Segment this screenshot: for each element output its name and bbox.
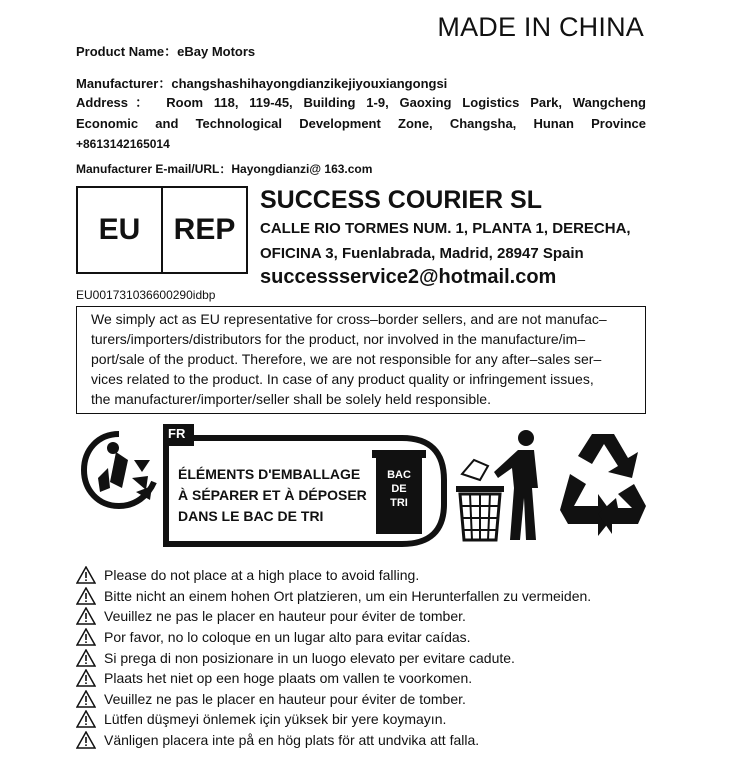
- warning-text: Vänligen placera inte på en hög plats för att undvika att falla.: [104, 732, 480, 748]
- warning-triangle-icon: [76, 607, 96, 625]
- manufacturer-name: Manufacturer：changshashihayongdianzikejiyouxiangongsi: [76, 76, 448, 91]
- warning-item: [76, 669, 472, 687]
- warning-item: [76, 731, 479, 749]
- manufacturer-email: Manufacturer E-mail/URL：Hayongdianzi@ 163.com: [76, 162, 373, 176]
- info-tri-label: [162, 424, 448, 548]
- disclaimer-line: turers/importers/distributors for the product, nor involved in the manufacture/im–: [91, 331, 586, 347]
- eu-rep-box-eu: EU: [98, 213, 141, 246]
- warning-item: [76, 566, 419, 584]
- tidyman-icon: [452, 428, 546, 544]
- made-in-china-label: MADE IN CHINA: [437, 12, 644, 42]
- warning-item: [76, 710, 446, 728]
- info-tri-line-1: ÉLÉMENTS D'EMBALLAGE: [178, 466, 361, 482]
- warning-item: [76, 607, 466, 625]
- warning-text: Lütfen düşmeyi önlemek için yüksek bir yere koymayın.: [104, 711, 447, 727]
- eu-rep-company: SUCCESS COURIER SL: [260, 186, 542, 214]
- warning-text: Veuillez ne pas le placer en hauteur pour éviter de tomber.: [104, 608, 466, 624]
- info-tri-line-3: DANS LE BAC DE TRI: [178, 508, 324, 524]
- disclaimer-line: We simply act as EU representative for cross–border sellers, and are not manufac–: [91, 311, 607, 327]
- warning-triangle-icon: [76, 649, 96, 667]
- eu-rep-symbol: [76, 186, 248, 274]
- bin-line-1: BAC: [387, 469, 411, 481]
- warning-item: [76, 587, 591, 605]
- address-line-2: Economic and Technological Development Zone, Changsha, Hunan Province: [76, 116, 646, 131]
- warning-triangle-icon: [76, 710, 96, 728]
- product-name: Product Name：eBay Motors: [76, 44, 256, 59]
- warning-triangle-icon: [76, 669, 96, 687]
- warning-text: Bitte nicht an einem hohen Ort platzieren, um ein Herunterfallen zu vermeiden.: [104, 588, 592, 604]
- info-tri-text: [178, 464, 367, 527]
- info-tri-bin-text: [378, 468, 420, 510]
- info-tri-country: FR: [168, 426, 186, 441]
- eu-rep-email: successservice2@hotmail.com: [260, 266, 557, 288]
- warning-text: Veuillez ne pas le placer en hauteur pour éviter de tomber.: [104, 691, 466, 707]
- warning-triangle-icon: [76, 628, 96, 646]
- disclaimer-line: vices related to the product. In case of any product quality or infringement issues,: [91, 371, 594, 387]
- eu-rep-code: EU001731036600290idbp: [76, 288, 216, 302]
- warning-triangle-icon: [76, 566, 96, 584]
- bin-line-3: TRI: [390, 497, 408, 509]
- eu-rep-address-2: OFICINA 3, Fuenlabrada, Madrid, 28947 Spain: [260, 245, 584, 262]
- warning-item: [76, 690, 466, 708]
- disclaimer-line: the manufacturer/importer/seller shall be solely held responsible.: [91, 391, 491, 407]
- warning-item: [76, 628, 471, 646]
- warning-triangle-icon: [76, 731, 96, 749]
- manufacturer-address: [76, 92, 646, 134]
- warning-text: Please do not place at a high place to avoid falling.: [104, 567, 420, 583]
- eu-rep-address-1: CALLE RIO TORMES NUM. 1, PLANTA 1, DERECHA,: [260, 220, 631, 237]
- triman-icon: [80, 430, 158, 510]
- warning-text: Plaats het niet op een hoge plaats om vallen te voorkomen.: [104, 670, 473, 686]
- eu-rep-box-rep: REP: [161, 188, 246, 272]
- warning-triangle-icon: [76, 690, 96, 708]
- manufacturer-phone: +8613142165014: [76, 137, 170, 151]
- disclaimer-line: port/sale of the product. Therefore, we are not responsible for any after–sales ser–: [91, 351, 602, 367]
- warning-text: Por favor, no lo coloque en un lugar alto para evitar caídas.: [104, 629, 471, 645]
- address-line-1: Address： Room 118, 119-45, Building 1-9, Gaoxing Logistics Park, Wangcheng: [76, 95, 646, 110]
- warning-item: [76, 649, 515, 667]
- disclaimer-box: [76, 306, 646, 414]
- recycle-icon: [558, 428, 648, 540]
- warning-triangle-icon: [76, 587, 96, 605]
- bin-line-2: DE: [391, 483, 407, 495]
- info-tri-line-2: À SÉPARER ET À DÉPOSER: [178, 487, 367, 503]
- warning-text: Si prega di non posizionare in un luogo elevato per evitare cadute.: [104, 650, 515, 666]
